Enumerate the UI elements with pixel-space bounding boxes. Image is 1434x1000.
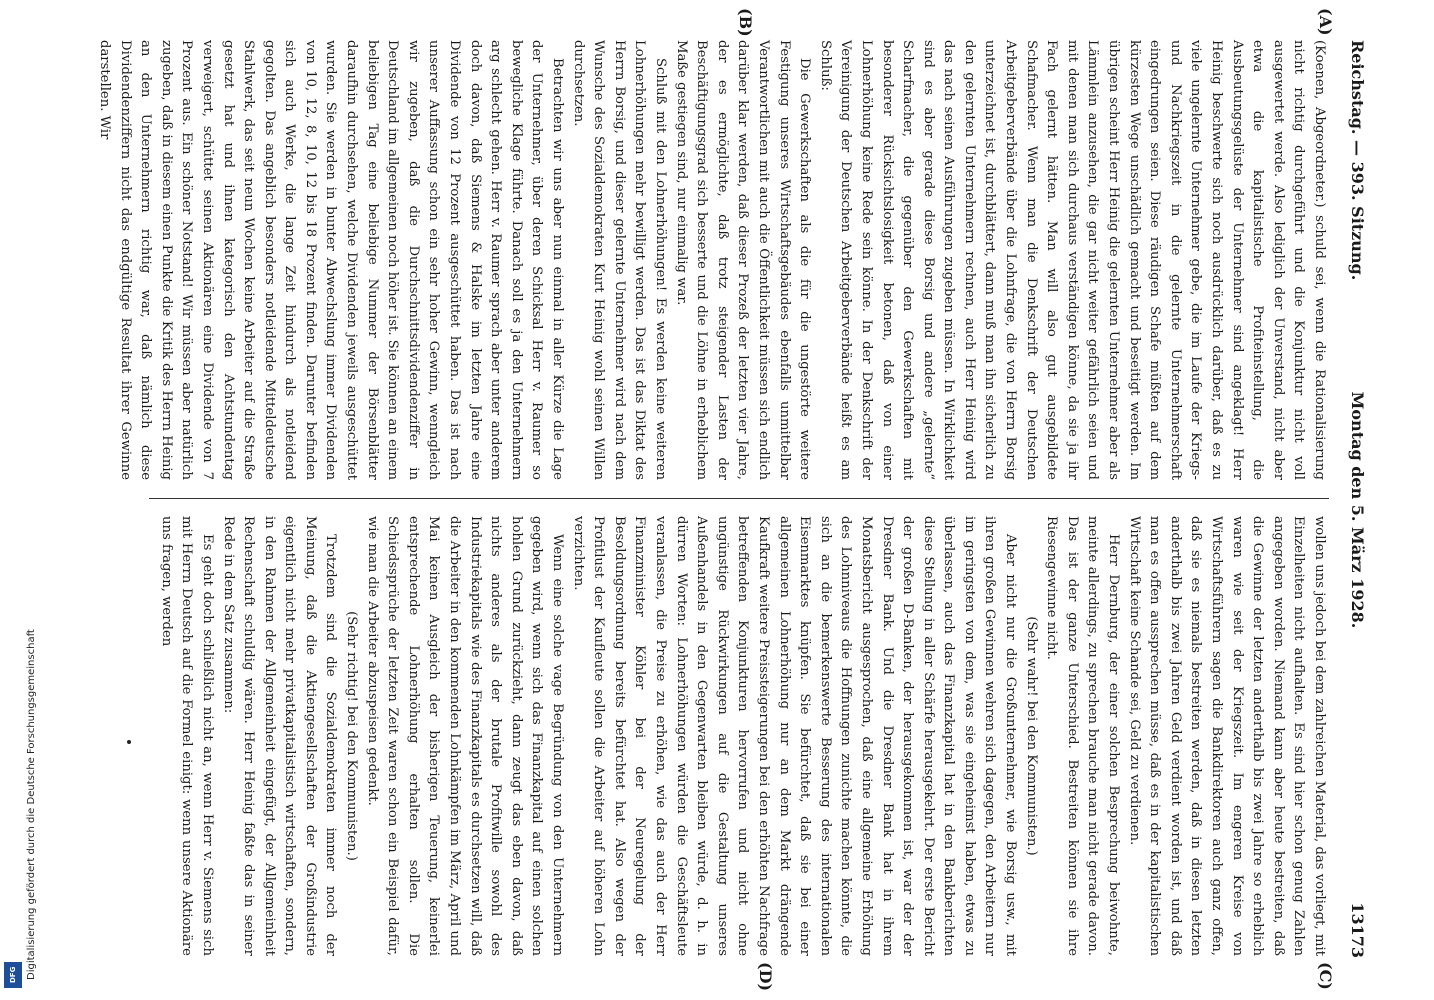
page-number: 13173 [1348,902,1367,958]
digitization-note: Digitalisierung gefördert durch die Deutsche Forschungsgemeinschaft [26,629,37,980]
header-session: Reichstag. — 393. Sitzung. [1348,40,1367,281]
quotation: Es geht doch schließlich nicht an, wenn Herr v. Siemens sich mit Herrn Deutsch auf die Formel einigt: wenn unsere Aktionäre uns fragen, werden [158,516,215,956]
ink-speck [127,740,131,744]
paragraph: wollen uns jedoch bei dem zahlreichen Material, das vorliegt, mit Einzelheiten nicht aufhalten. Es sind hier schon genug Zahlen angegeben worden. Niemand kann aber heute bestreiten, daß die Gewinne der letzten anderthalb bis zwei Jahre so erheblich waren wie seit der Kriegszeit. Im engeren Kreise von Wirtschaftsführern sagen die Bankdirektoren auch ganz offen, daß sie es niemals bestreiten werden, daß in diesen letzten anderthalb bis zwei Jahren Geld verdient worden ist, und daß man es offen aussprechen müsse, daß es in der kapitalistischen Wirtschaft keine Schande sei, Geld zu verdienen. [1126,516,1327,956]
paragraph: Wenn eine solche vage Begründung von den Unternehmern gegeben wird, wenn sich das Finanzkapital auf einen solchen hohlen Grund zurückzieht, dann zeugt das eben davon, daß nichts anderes als der brutale Profitwille sowohl des Industriekapitals wie des Finanzkapitals es durchsetzen will, daß die Arbeiter in den kommenden Lohnkämpfen im März, April und Mai keinen Ausgleich der bisherigen Teuerung, keinerlei entsprechende Lohnerhöhung erhalten sollen. Die Schiedssprüche der letzten Zeit waren schon ein Beispiel dafür, wie man die Arbeiter abzuspeisen gedenkt. [364,516,566,956]
paragraph: Schluß mit den Lohnerhöhungen! Es werden keine weiteren Lohnerhöhungen mehr bewilligt werden. Das ist das Diktat des Herrn Borsig, und dieser gelernte Unternehmer wird nach dem Wunsche des Sozialdemokraten Kurt Heinig wohl seinen Willen durchsetzen. [570,40,668,480]
margin-marker-d: (D) [756,962,775,992]
paragraph: Trotzdem sind die Sozialdemokraten immer noch der Meinung, daß die Aktiengesellschaften der Großindustrie eigentlich nicht mehr privatkapitalistisch wirtschaften, sondern, in den Rahmen der Allgemeinheit eingefügt, der Allgemeinheit Rechenschaft schuldig wären. Herr Heinig faßte das in seiner Rede in dem Satz zusammen: [220,516,339,956]
rotated-page [96,8,1375,992]
margin-marker-b: (B) [736,8,755,37]
right-column [149,516,1329,956]
header-date: Montag den 5. März 1928. [1348,391,1367,629]
page-header [1335,30,1375,978]
margin-marker-a: (A) [1316,8,1335,36]
digitization-footer [4,120,37,980]
paragraph: Aber nicht nur die Großunternehmer, wie Borsig usw., mit ihren großen Gewinnen wehren sich dagegen, den Arbeitern nur im geringsten von dem, was sie eingeheimst haben, etwas zu überlassen, auch das Finanzkapital hat in den Bankberichten diese Stellung in aller Schärfe herausgekehrt. Der erste Bericht der großen D-Banken, der herausgekommen ist, war der der Dresdner Bank. Und die Dresdner Bank hat in ihrem Monatsbericht ausgesprochen, daß eine allgemeine Erhöhung des Lohnniveaus die Hoffnungen zunichte machen könnte, die sich an die bemerkenswerte Besserung des internationalen Eisenmarktes knüpfen. Sie befürchtet, daß sie bei einer allgemeinen Lohnerhöhung nur an dem Markt drängende Kaufkraft weitere Preissteigerungen bei den erhöhten Nachfrage betreffenden Konjunkturen hervorrufen und nicht ohne ungünstige Rückwirkungen auf die Gestaltung unseres Außenhandels in den Gegenwarten bleiben würde, d. h. in dürren Worten: Lohnerhöhungen würden die Geschäftsleute veranlassen, die Preise zu erhöhen, wie das auch der Herr Finanzminister Köhler bei der Neuregelung der Besoldungsordnung bereits befürchtet hat. Also wegen der Profitlust der Kaufleute sollen die Arbeiter auf höheren Lohn verzichten. [570,516,1019,956]
quotation: Die Gewerkschaften als die für die ungestörte weitere Festigung unseres Wirtschaftsgebäudes ebenfalls unmittelbar Verantwortlichen mit auch die Öffentlichkeit müssen sich endlich darüber klar werden, daß dieser Prozeß der letzten vier Jahre, der es ermöglichte, daß trotz steigender Lasten der Beschäftigungsgrad sich besserte und die Löhne in erheblichem Maße gestiegen sind, nur einmalig war. [673,40,813,480]
paragraph: Betrachten wir uns aber nun einmal in aller Kürze die Lage der Unternehmer, über deren Schicksal Herr v. Raumer so bewegliche Klage führte. Danach soll es ja den Unternehmern arg schlecht gehen. Herr v. Raumer sprach aber unter anderem doch davon, daß Siemens & Halske im letzten Jahre eine Dividende von 12 Prozent ausgeschüttet haben. Das ist nach unserer Auffassung schon ein sehr hoher Gewinn, wenngleich wir zugeben, daß die Durchschnittsdividendenziffer in Deutschland im allgemeinen noch höher ist. Sie können an einem beliebigen Tag eine beliebige Nummer der Börsenblätter daraufhin durchsehen, welche Dividenden jeweils ausgeschüttet wurden. Sie werden in bunter Abwechslung immer Dividenden von 10, 12, 8, 10, 12 bis 18 Prozent finden. Darunter befinden sich auch Werke, die lange Zeit hindurch als notleidend gegolten. Das angeblich besonders notleidende Mitteldeutsche Stahlwerk, das seit neun Wochen keine Arbeiter auf die Straße gesetzt hat und ihnen kategorisch den Achtstundentag verweigert, schüttet seinen Aktionären eine Dividende von 7 Prozent aus. Ein schöner Notstand! Wir müssen aber natürlich zugeben, daß in diesem einen Punkte die Kritik des Herrn Heinig an den Unternehmern richtig war, daß nämlich diese Dividendenziffern nicht das endgültige Resultat ihrer Gewinne darstellen. Wir [96,40,566,480]
interjection: (Sehr wahr! bei den Kommunisten.) [1023,616,1039,856]
left-column [96,40,1329,480]
dfg-logo-icon: DFG [4,962,22,988]
column-divider [149,498,1329,499]
interjection: (Sehr richtig! bei den Kommunisten.) [344,611,360,861]
margin-marker-c: (C) [1316,962,1335,990]
paragraph: (Koenen, Abgeordneter.) schuld sei, wenn die Rationalisierung nicht richtig durchgeführt und die Konjunktur nicht voll ausgewertet werde. Also lediglich der Unverstand, nicht aber etwa die kapitalistische Profiteinstellung, die Ausbeutungsgelüste der Unternehmer sind angeklagt! Herr Heinig beschwerte sich noch ausdrücklich darüber, daß es zu viele ungelernte Unternehmer gebe, die im Laufe der Kriegs- und Nachkriegszeit in die gelernte Unternehmerschaft eingedrungen seien. Diese räudigen Schafe müßten auf dem kürzesten Wege unschädlich gemacht und beseitigt werden. Im übrigen scheint Herr Heinig die gelernten Unternehmer aber als Lämmlein anzusehen, die gar nicht weiter gefährlich seien und mit denen man sich durchaus verständigen könne, da sie ja ihr Fach gelernt hätten. Man will also gut ausgebildete Schafmacher. Wenn man die Denkschrift der Deutschen Arbeitgeberverbände über die Lohnfrage, die von Herrn Borsig unterzeichnet ist, durchblättert, dann muß man ihn sicherlich zu den gelernten Unternehmern rechnen, auch Herr Heinig wird das nach seinen Ausführungen zugeben müssen. In Wirklichkeit sind es aber gerade diese Borsig und andere „gelernte“ Scharfmacher, die gegenüber den Gewerkschaften mit besonderer Rücksichtslosigkeit betonen, daß von einer Lohnerhöhung keine Rede sein könne. In der Denkschrift der Vereinigung der Deutschen Arbeitgeberverbände heißt es am Schluß: [817,40,1327,480]
paragraph: Herr Dernburg, der einer solchen Besprechung beiwohnte, meinte allerdings, zu sprechen brauche man nicht gerade davon. Das ist der ganze Unterschied. Bestreiten können sie ihre Riesengewinne nicht. [1044,516,1122,956]
